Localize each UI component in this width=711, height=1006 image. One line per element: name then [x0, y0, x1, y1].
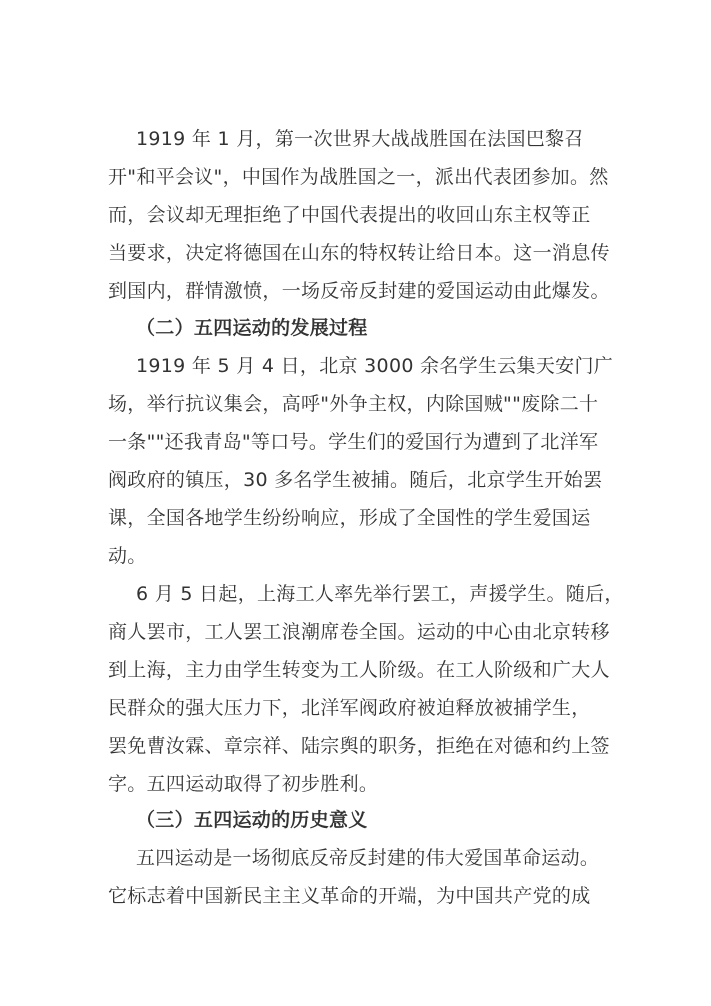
paragraph-1-line-5: 到国内，群情激愤，一场反帝反封建的爱国运动由此爆发。	[108, 280, 610, 302]
paragraph-2-line-4: 阀政府的镇压，30 多名学生被捕。随后，北京学生开始罢	[108, 469, 603, 491]
paragraph-1-line-2: 开"和平会议"，中国作为战胜国之一，派出代表团参加。然	[108, 166, 609, 188]
paragraph-3-line-1: 6 月 5 日起，上海工人率先举行罢工，声援学生。随后，	[136, 583, 624, 605]
paragraph-3-line-2: 商人罢市，工人罢工浪潮席卷全国。运动的中心由北京转移	[108, 621, 610, 643]
paragraph-1-line-1: 1919 年 1 月，第一次世界大战战胜国在法国巴黎召	[136, 128, 584, 150]
paragraph-4-line-1: 五四运动是一场彻底反帝反封建的伟大爱国革命运动。	[136, 847, 600, 869]
paragraph-4-line-2: 它标志着中国新民主主义革命的开端，为中国共产党的成	[108, 885, 591, 907]
paragraph-3-line-5: 罢免曹汝霖、章宗祥、陆宗舆的职务，拒绝在对德和约上签	[108, 735, 610, 757]
section-heading-2: （二）五四运动的发展过程	[136, 317, 368, 339]
paragraph-1-line-3: 而，会议却无理拒绝了中国代表提出的收回山东主权等正	[108, 204, 591, 226]
paragraph-2-line-3: 一条""还我青岛"等口号。学生们的爱国行为遭到了北洋军	[108, 431, 599, 453]
paragraph-2-line-5: 课，全国各地学生纷纷响应，形成了全国性的学生爱国运	[108, 507, 591, 529]
paragraph-2-line-1: 1919 年 5 月 4 日，北京 3000 余名学生云集天安门广	[136, 355, 614, 377]
paragraph-3-line-3: 到上海，主力由学生转变为工人阶级。在工人阶级和广大人	[108, 659, 610, 681]
paragraph-2-line-2: 场，举行抗议集会，高呼"外争主权，内除国贼""废除二十	[108, 393, 599, 415]
section-heading-3: （三）五四运动的历史意义	[136, 809, 368, 831]
paragraph-3-line-6: 字。五四运动取得了初步胜利。	[108, 773, 379, 795]
paragraph-3-line-4: 民群众的强大压力下，北洋军阀政府被迫释放被捕学生，	[108, 697, 591, 719]
paragraph-1-line-4: 当要求，决定将德国在山东的特权转让给日本。这一消息传	[108, 242, 610, 264]
paragraph-2-line-6: 动。	[108, 545, 147, 567]
